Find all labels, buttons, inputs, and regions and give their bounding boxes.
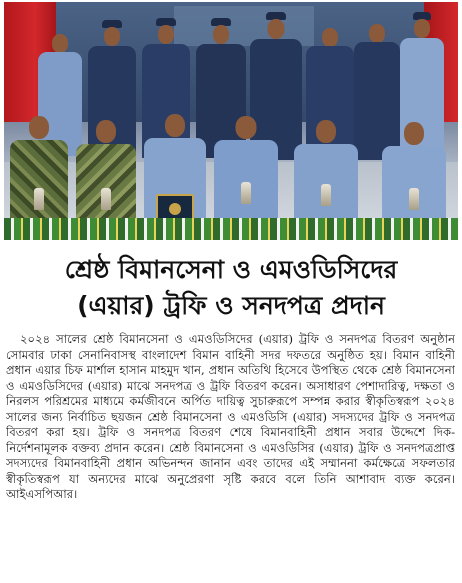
article-paragraph: ২০২৪ সালের শ্রেষ্ঠ বিমানসেনা ও এমওডিসিদের (এয়ার) ট্রফি ও সনদপত্র বিতরণ অনুষ্ঠান সোমবার ঢাকা সেনানিবাসস্থ বাংলাদেশ বিমান বাহিনী সদর দফতরে অনুষ্ঠিত হয়। বিমান বাহিনী প্রধান এয়ার চিফ মার্শাল হাসান মাহমুদ খান, প্রধান অতিথি হিসেবে উপস্থিত থেকে শ্রেষ্ঠ বিমানসেনা ও এমওডিসিদের (এয়ার) মাঝে সনদপত্র ও ট্রফি বিতরণ করেন। অসাধারণ পেশাদারিত্ব, দক্ষতা ও নিরলস পরিশ্রমের মাধ্যমে কর্মজীবনে অর্পিত দায়িত্ব সুচারুরূপে সম্পন্ন করার স্বীকৃতিস্বরূপ ২০২৪ সালের জন্য নির্বাচিত ছয়জন শ্রেষ্ঠ বিমানসেনা ও এমওডিসি (এয়ার) সদস্যদের ট্রফি ও সনদপত্র বিতরণ করা হয়। ট্রফি ও সনদপত্র বিতরণ শেষে বিমানবাহিনী প্রধান সবার উদ্দেশে দিক-নির্দেশনামূলক বক্তব্য প্রদান করেন। শ্রেষ্ঠ বিমানসেনা ও এমওডিসির (এয়ার) ট্রফি ও সনদপত্রপ্রাপ্ত সদস্যদের বিমানবাহিনী প্রধান অভিনন্দন জানান এবং তাদের এই সম্মাননা কর্মক্ষেত্রে সফলতার স্বীকৃতিস্বরূপ যা অন্যদের মাঝে অনুপ্রেরণা সৃষ্টি করবে বলে তিনি আশাবাদ ব্যক্ত করেন। আইএসপিআর। [6, 332, 455, 501]
group-photo [4, 2, 458, 240]
headline-line-2: (এয়ার) ট্রফি ও সনদপত্র প্রদান [77, 291, 385, 320]
article-body [6, 332, 455, 578]
headline-line-1: শ্রেষ্ঠ বিমানসেনা ও এমওডিসিদের [64, 255, 398, 284]
flower-arrangement [4, 218, 458, 240]
